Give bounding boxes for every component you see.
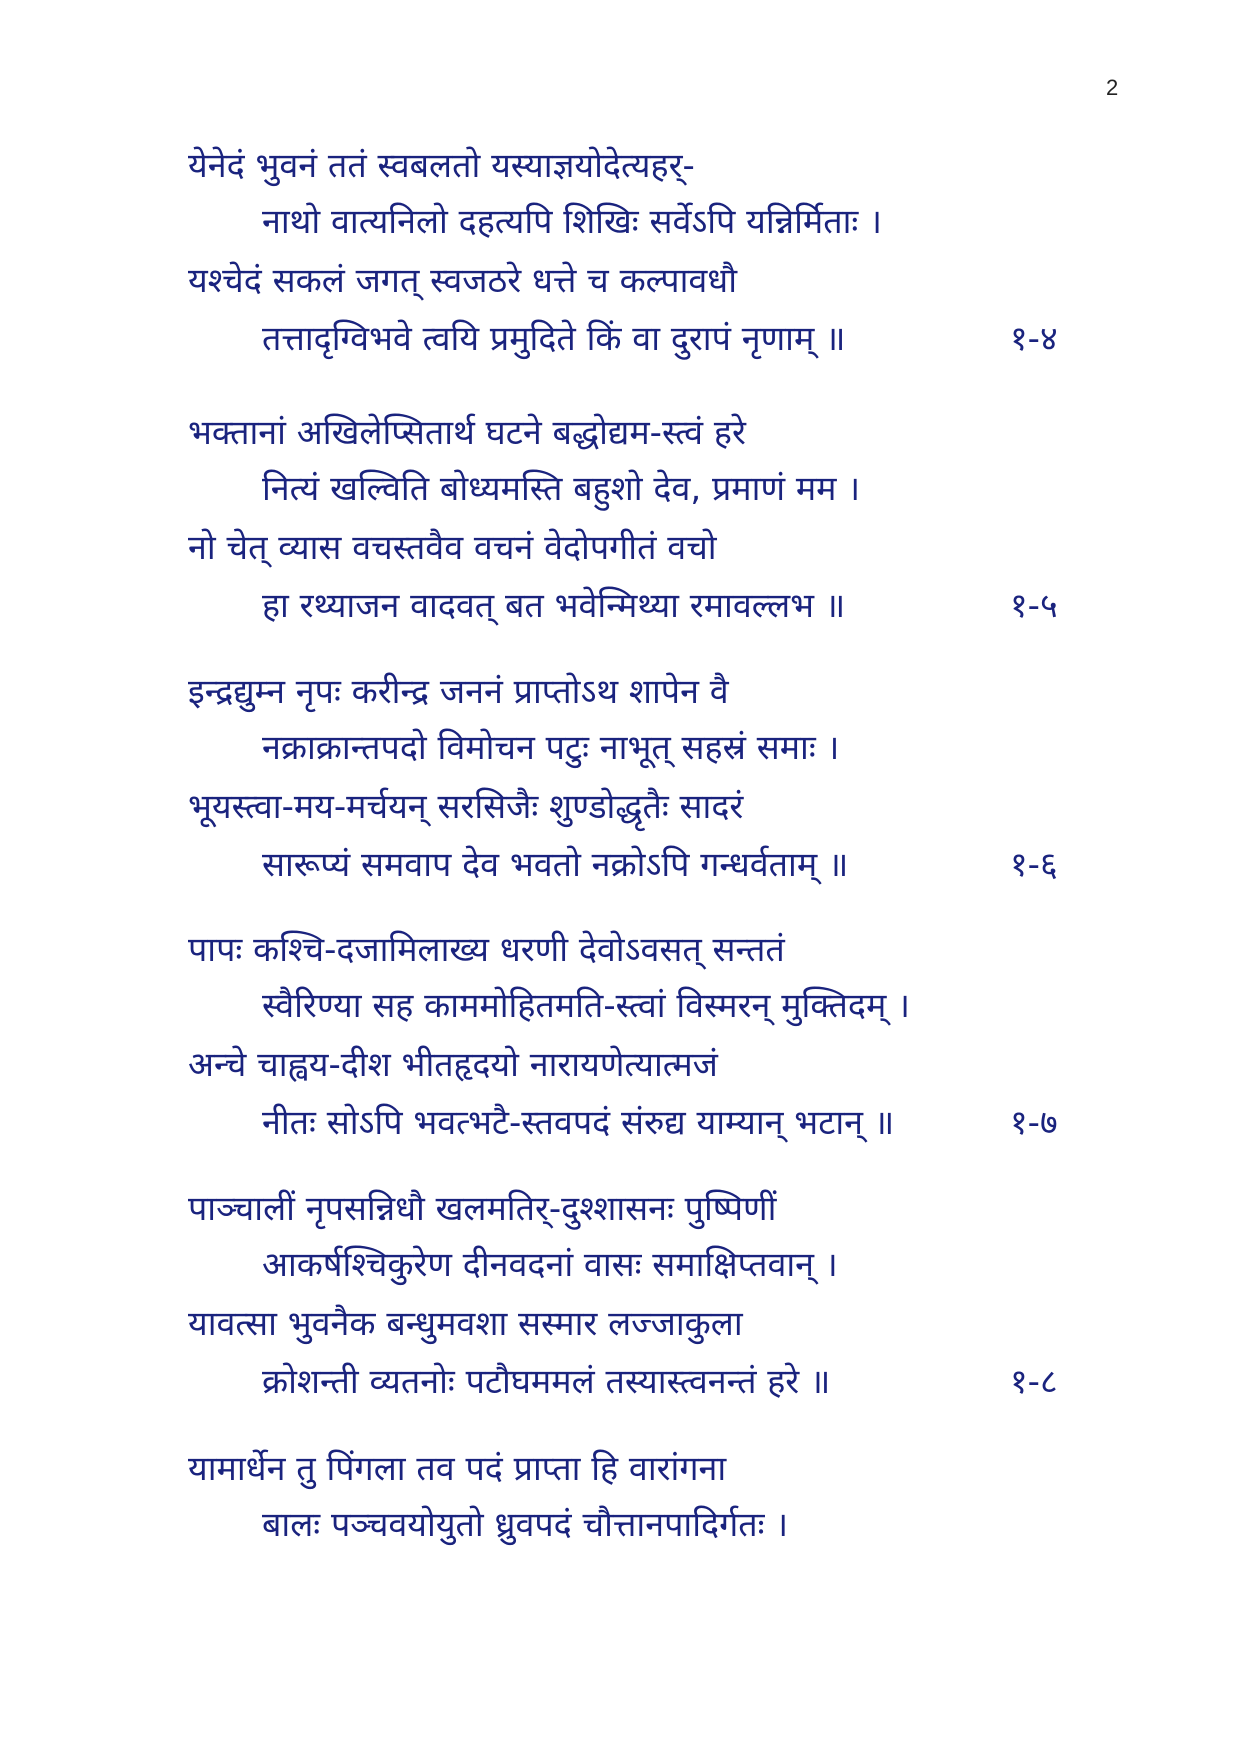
verse-line: इन्द्रद्युम्न नृपः करीन्द्र जननं प्राप्तोऽथ शापेन वै	[188, 672, 729, 712]
verse-line: नाथो वात्यनिलो दहत्यपि शिखिः सर्वेऽपि यन्निर्मिताः ।	[262, 202, 882, 242]
verse-line: यामार्धेन तु पिंगला तव पदं प्राप्ता हि वारांगना	[188, 1449, 727, 1489]
verse-line: बालः पञ्चवयोयुतो ध्रुवपदं चौत्तानपादिर्गतः ।	[262, 1505, 789, 1545]
verse-line: पाञ्चालीं नृपसन्निधौ खलमतिर्-दुश्शासनः पुष्पिणीं	[188, 1189, 777, 1229]
page-number: 2	[1106, 75, 1119, 100]
verse-line: आकर्षश्चिकुरेण दीनवदनां वासः समाक्षिप्तवान् ।	[262, 1245, 838, 1285]
verse-line: हा रथ्याजन वादवत् बत भवेन्मिथ्या रमावल्लभ ॥	[262, 586, 846, 626]
verse-number: १-४	[1010, 319, 1058, 359]
verse-line: सारूप्यं समवाप देव भवतो नक्रोऽपि गन्धर्वताम् ॥	[262, 845, 849, 885]
verse-line: भूयस्त्वा-मय-मर्चयन् सरसिजैः शुण्डोद्धृतैः सादरं	[188, 787, 744, 827]
verse-line: तत्तादृग्विभवे त्वयि प्रमुदिते किं वा दुरापं नृणाम् ॥	[262, 319, 846, 359]
verse-number: १-६	[1010, 845, 1058, 885]
verse-line: अन्चे चाह्वय-दीश भीतहृदयो नारायणेत्यात्मजं	[188, 1045, 718, 1085]
verse-line: नो चेत् व्यास वचस्तवैव वचनं वेदोपगीतं वचो	[188, 528, 717, 568]
verse-line: नीतः सोऽपि भवत्भटै-स्तवपदं संरुद्य याम्यान् भटान् ॥	[262, 1103, 895, 1143]
verse-line: नित्यं खल्विति बोध्यमस्ति बहुशो देव, प्रमाणं मम ।	[262, 469, 861, 509]
verse-line: यश्चेदं सकलं जगत् स्वजठरे धत्ते च कल्पावधौ	[188, 261, 738, 301]
verse-line: यावत्सा भुवनैक बन्धुमवशा सस्मार लज्जाकुला	[188, 1304, 743, 1344]
verse-number: १-५	[1010, 586, 1058, 626]
verse-line: क्रोशन्ती व्यतनोः पटौघममलं तस्यास्त्वनन्तं हरे ॥	[262, 1362, 831, 1402]
verse-line: भक्तानां अखिलेप्सितार्थ घटने बद्धोद्यम-स्त्वं हरे	[188, 413, 746, 453]
verse-line: नक्राक्रान्तपदो विमोचन पटुः नाभूत् सहस्रं समाः ।	[262, 728, 840, 768]
verse-line: येनेदं भुवनं ततं स्वबलतो यस्याज्ञयोदेत्यहर्-	[188, 146, 695, 186]
verse-number: १-८	[1010, 1362, 1058, 1402]
verse-line: पापः कश्चि-दजामिलाख्य धरणी देवोऽवसत् सन्ततं	[188, 930, 785, 970]
verse-line: स्वैरिण्या सह काममोहितमति-स्त्वां विस्मरन् मुक्तिदम् ।	[262, 986, 911, 1026]
verse-number: १-७	[1010, 1103, 1058, 1143]
